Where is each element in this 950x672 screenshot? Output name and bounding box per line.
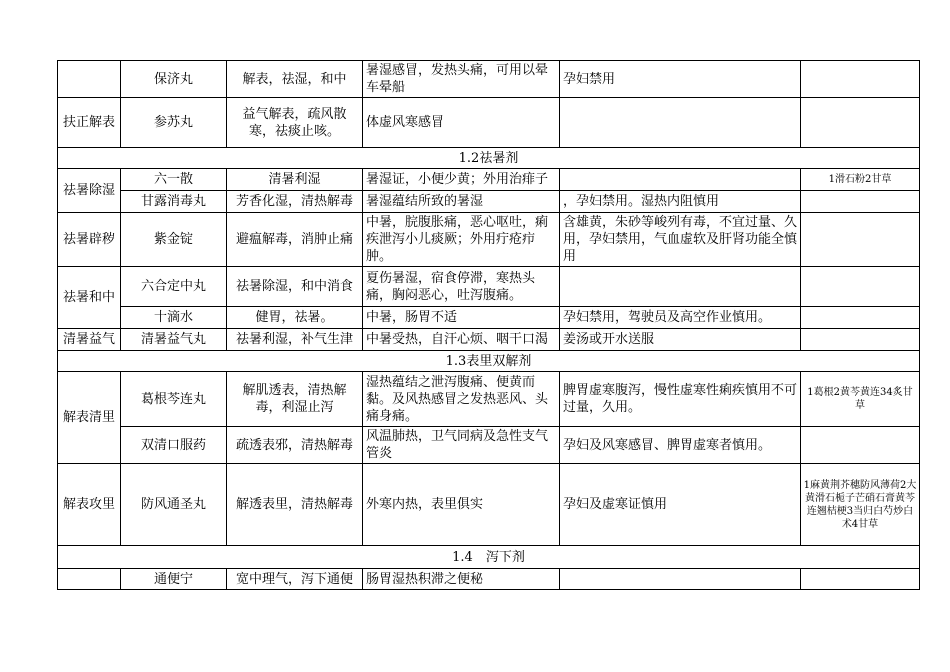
formula-name: 双清口服药	[121, 427, 227, 464]
formula-caution: 含雄黄，朱砂等峻列有毒，不宜过量、久用，孕妇禁用，气血虚软及肝肾功能全慎用	[560, 213, 801, 267]
formula-name: 六合定中丸	[121, 267, 227, 307]
table-row	[58, 267, 920, 307]
formula-caution	[560, 569, 801, 590]
table-row	[58, 191, 920, 213]
table-row	[58, 329, 920, 351]
formula-name: 十滴水	[121, 307, 227, 329]
category-cell: 扶正解表	[58, 98, 121, 148]
formula-name: 葛根芩连丸	[121, 372, 227, 427]
formula-indication: 湿热蕴结之泄泻腹痛、便黄而黏。及风热感冒之发热恶风、头痛身痛。	[363, 372, 560, 427]
formula-effect: 祛暑利湿，补气生津	[227, 329, 363, 351]
formula-effect: 芳香化湿，清热解毒	[227, 191, 363, 213]
formula-note: 1葛根2黄芩黄连34炙甘草	[801, 372, 920, 427]
category-cell: 清暑益气	[58, 329, 121, 351]
formula-caution	[560, 267, 801, 307]
formula-effect: 解肌透表，清热解毒，利湿止泻	[227, 372, 363, 427]
category-cell: 解表清里	[58, 372, 121, 464]
formula-caution: 孕妇及虚寒证慎用	[560, 464, 801, 546]
formula-caution: 孕妇禁用，驾驶员及高空作业慎用。	[560, 307, 801, 329]
formula-note	[801, 191, 920, 213]
table-row	[58, 307, 920, 329]
formula-indication: 中暑受热，自汗心烦、咽干口渴	[363, 329, 560, 351]
formula-name: 参苏丸	[121, 98, 227, 148]
formula-note	[801, 307, 920, 329]
table-row	[58, 98, 920, 148]
category-cell: 祛暑和中	[58, 267, 121, 329]
section-heading: 1.4 泻下剂	[58, 546, 920, 569]
formula-effect: 解透表里，清热解毒	[227, 464, 363, 546]
formula-effect: 解表，祛湿，和中	[227, 61, 363, 98]
section-heading: 1.3表里双解剂	[58, 351, 920, 372]
formula-table	[57, 60, 920, 590]
formula-effect: 祛暑除湿，和中消食	[227, 267, 363, 307]
formula-note	[801, 61, 920, 98]
formula-indication: 中暑，肠胃不适	[363, 307, 560, 329]
formula-effect: 清暑利湿	[227, 169, 363, 191]
formula-note	[801, 98, 920, 148]
formula-effect: 益气解表，疏风散寒，祛痰止咳。	[227, 98, 363, 148]
table-row	[58, 61, 920, 98]
formula-note	[801, 329, 920, 351]
table-row	[58, 464, 920, 546]
formula-caution	[560, 169, 801, 191]
formula-indication: 暑湿证，小便少黄；外用治痱子	[363, 169, 560, 191]
table-row	[58, 569, 920, 590]
formula-note: 1滑石粉2甘草	[801, 169, 920, 191]
formula-name: 甘露消毒丸	[121, 191, 227, 213]
category-cell	[58, 569, 121, 590]
category-cell: 祛暑辟秽	[58, 213, 121, 267]
formula-caution: ，孕妇禁用。湿热内阻慎用	[560, 191, 801, 213]
formula-effect: 疏透表邪，清热解毒	[227, 427, 363, 464]
formula-caution	[560, 98, 801, 148]
table-row	[58, 213, 920, 267]
formula-name: 清暑益气丸	[121, 329, 227, 351]
table-row	[58, 372, 920, 427]
formula-note: 1麻黄荆芥穗防风薄荷2大黄滑石栀子芒硝石膏黄芩连翘桔梗3当归白芍炒白术4甘草	[801, 464, 920, 546]
formula-indication: 肠胃湿热积滞之便秘	[363, 569, 560, 590]
formula-note	[801, 267, 920, 307]
formula-note	[801, 569, 920, 590]
formula-note	[801, 427, 920, 464]
formula-caution: 脾胃虚寒腹泻，慢性虚寒性痢疾慎用不可过量，久用。	[560, 372, 801, 427]
formula-indication: 风温肺热，卫气同病及急性支气管炎	[363, 427, 560, 464]
formula-caution: 孕妇及风寒感冒、脾胃虚寒者慎用。	[560, 427, 801, 464]
formula-indication: 暑湿感冒，发热头痛，可用以晕车晕船	[363, 61, 560, 98]
formula-name: 保济丸	[121, 61, 227, 98]
formula-note	[801, 213, 920, 267]
section-row	[58, 546, 920, 569]
category-cell	[58, 61, 121, 98]
formula-indication: 体虚风寒感冒	[363, 98, 560, 148]
formula-caution: 孕妇禁用	[560, 61, 801, 98]
formula-effect: 健胃，祛暑。	[227, 307, 363, 329]
formula-effect: 避瘟解毒，消肿止痛	[227, 213, 363, 267]
formula-name: 六一散	[121, 169, 227, 191]
formula-indication: 暑湿蕴结所致的暑湿	[363, 191, 560, 213]
formula-caution: 姜汤或开水送服	[560, 329, 801, 351]
formula-effect: 宽中理气，泻下通便	[227, 569, 363, 590]
formula-name: 通便宁	[121, 569, 227, 590]
formula-indication: 外寒内热，表里俱实	[363, 464, 560, 546]
section-row	[58, 351, 920, 372]
section-row	[58, 148, 920, 169]
category-cell: 解表攻里	[58, 464, 121, 546]
table-row	[58, 427, 920, 464]
formula-name: 紫金锭	[121, 213, 227, 267]
formula-name: 防风通圣丸	[121, 464, 227, 546]
category-cell: 祛暑除湿	[58, 169, 121, 213]
table-row	[58, 169, 920, 191]
formula-indication: 夏伤暑湿，宿食停滞，寒热头痛，胸闷恶心，吐泻腹痛。	[363, 267, 560, 307]
formula-indication: 中暑，脘腹胀痛，恶心呕吐，痢疾泄泻小儿痰厥；外用疔疮疖肿。	[363, 213, 560, 267]
section-heading: 1.2祛暑剂	[58, 148, 920, 169]
